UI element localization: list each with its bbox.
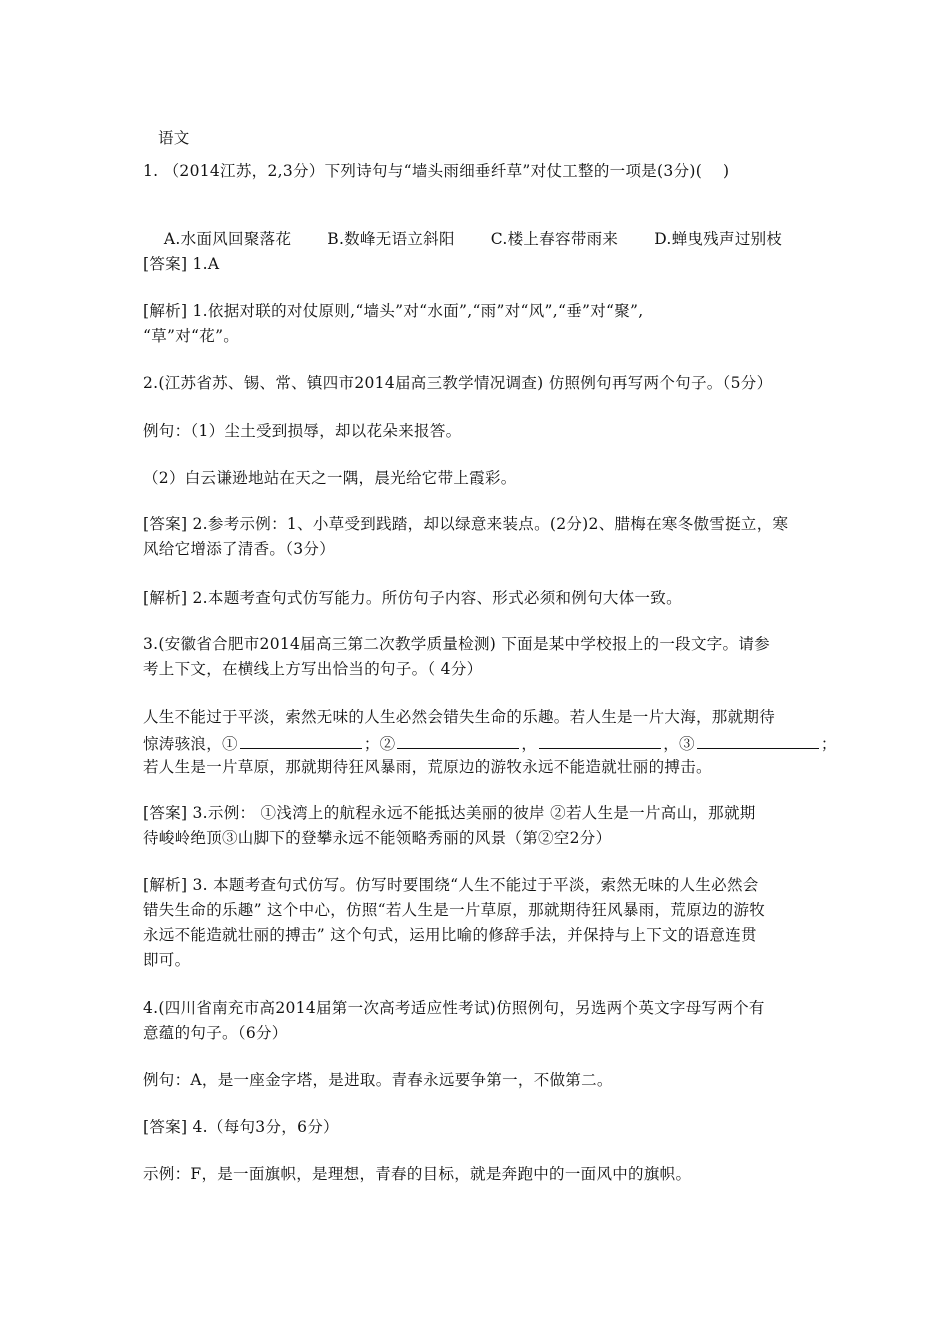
q3-passage-text-c: ， [521, 735, 538, 753]
q1-analysis-line-1: [解析] 1.依据对联的对仗原则,“墙头”对“水面”,“雨”对“风”,“垂”对“聚”, [143, 302, 644, 320]
q3-blank-2a [397, 731, 519, 749]
q3-answer-line-1: [答案] 3.示例： ①浅湾上的航程永远不能抵达美丽的彼岸 ②若人生是一片高山，那就期 [143, 804, 756, 822]
q1-stem: 1. （2014江苏，2,3分）下列诗句与“墙头雨细垂纤草”对仗工整的一项是(3分)( ) [143, 162, 730, 180]
q4-sample: 示例：F，是一面旗帜，是理想，青春的目标，就是奔跑中的一面风中的旗帜。 [143, 1165, 692, 1183]
q1-options [143, 206, 818, 272]
q2-answer-line-2: 风给它增添了清香。（3分） [143, 540, 336, 558]
q3-passage-text-b: ；② [363, 735, 396, 753]
subject-heading: 语文 [158, 129, 190, 147]
q3-blank-3 [697, 731, 819, 749]
q3-passage-line-2 [143, 731, 837, 755]
q3-analysis-line-3: 永远不能造就壮丽的搏击” 这个句式，运用比喻的修辞手法，并保持与上下文的语意连贯 [143, 926, 757, 944]
q2-answer-line-1: [答案] 2.参考示例：1、小草受到践踏，却以绿意来装点。(2分)2、腊梅在寒冬傲雪挺立，寒 [143, 515, 789, 533]
q1-option-d: D.蝉曳残声过别枝 [654, 230, 783, 248]
q4-stem-line-1: 4.(四川省南充市高2014届第一次高考适应性考试)仿照例句，另选两个英文字母写两个有 [143, 999, 765, 1017]
q4-example: 例句：A，是一座金字塔，是进取。青春永远要争第一，不做第二。 [143, 1071, 613, 1089]
q3-blank-1 [240, 731, 362, 749]
q3-blank-2b [539, 731, 661, 749]
q3-passage-line-1: 人生不能过于平淡，索然无味的人生必然会错失生命的乐趣。若人生是一片大海，那就期待 [143, 708, 776, 726]
q3-analysis-line-1: [解析] 3. 本题考查句式仿写。仿写时要围绕“人生不能过于平淡，索然无味的人生必然会 [143, 876, 759, 894]
q3-passage-text-d: ，③ [663, 735, 695, 753]
q3-passage-line-3: 若人生是一片草原，那就期待狂风暴雨，荒原边的游牧永远不能造就壮丽的搏击。 [143, 758, 712, 776]
q3-stem-line-2: 考上下文，在横线上方写出恰当的句子。（ 4分） [143, 660, 483, 678]
q3-analysis-line-2: 错失生命的乐趣” 这个中心，仿照“若人生是一片草原，那就期待狂风暴雨，荒原边的游牧 [143, 901, 766, 919]
q2-example-2: （2）白云谦逊地站在天之一隅，晨光给它带上霞彩。 [143, 469, 517, 487]
q3-analysis-line-4: 即可。 [143, 951, 191, 969]
q3-passage-text-a: 惊涛骇浪，① [143, 735, 238, 753]
q2-analysis: [解析] 2.本题考查句式仿写能力。所仿句子内容、形式必须和例句大体一致。 [143, 589, 682, 607]
q1-option-b: B.数峰无语立斜阳 [327, 230, 455, 248]
q2-example-1: 例句：（1）尘土受到损辱，却以花朵来报答。 [143, 422, 462, 440]
q1-analysis-line-2: “草”对“花”。 [143, 327, 240, 345]
q4-stem-line-2: 意蕴的句子。（6分） [143, 1024, 288, 1042]
q1-option-a: A.水面风回聚落花 [163, 230, 292, 248]
q2-stem: 2.(江苏省苏、锡、常、镇四市2014届高三教学情况调查) 仿照例句再写两个句子。（5分） [143, 374, 773, 392]
q4-answer: [答案] 4.（每句3分，6分） [143, 1118, 339, 1136]
q3-answer-line-2: 待峻岭绝顶③山脚下的登攀永远不能领略秀丽的风景（第②空2分） [143, 829, 612, 847]
q1-answer: [答案] 1.A [143, 255, 220, 273]
q1-option-c: C.楼上春容带雨来 [490, 230, 619, 248]
q3-stem-line-1: 3.(安徽省合肥市2014届高三第二次教学质量检测) 下面是某中学校报上的一段文字。请参 [143, 635, 770, 653]
q3-passage-text-e: ； [820, 735, 837, 753]
